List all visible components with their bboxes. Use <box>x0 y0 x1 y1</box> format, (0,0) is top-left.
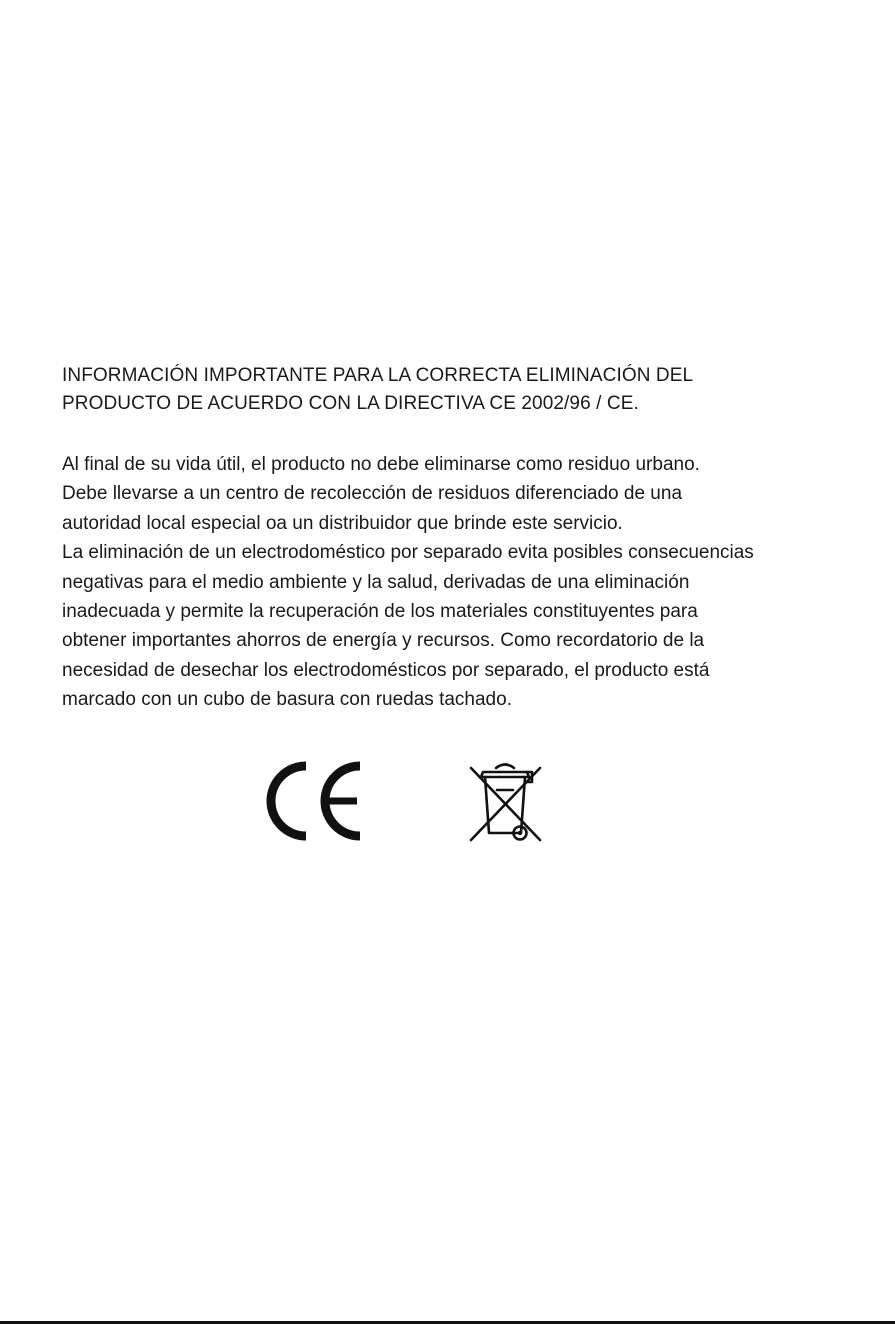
body-line: marcado con un cubo de basura con ruedas tachado. <box>62 689 512 711</box>
heading-line: PRODUCTO DE ACUERDO CON LA DIRECTIVA CE 2002/96 / CE. <box>62 393 639 414</box>
crossed-out-wheelie-bin-icon <box>466 760 544 844</box>
ce-mark-icon <box>266 760 364 842</box>
body-line: autoridad local especial oa un distribuidor que brinde este servicio. <box>62 512 623 534</box>
body-line: Debe llevarse a un centro de recolección de residuos diferenciado de una <box>62 483 683 505</box>
body-line: necesidad de desechar los electrodomésticos por separado, el producto está <box>62 659 710 681</box>
disposal-heading <box>62 362 862 418</box>
body-line: negativas para el medio ambiente y la salud, derivadas de una eliminación <box>62 571 690 593</box>
body-line: Al final de su vida útil, el producto no debe eliminarse como residuo urbano. <box>62 454 700 475</box>
heading-line: INFORMACIÓN IMPORTANTE PARA LA CORRECTA ELIMINACIÓN DEL <box>62 365 694 386</box>
body-line: inadecuada y permite la recuperación de los materiales constituyentes para <box>62 601 698 623</box>
disposal-body-text <box>62 450 862 715</box>
body-line: La eliminación de un electrodoméstico por separado evita posibles consecuencias <box>62 542 754 564</box>
body-line: obtener importantes ahorros de energía y recursos. Como recordatorio de la <box>62 630 705 652</box>
